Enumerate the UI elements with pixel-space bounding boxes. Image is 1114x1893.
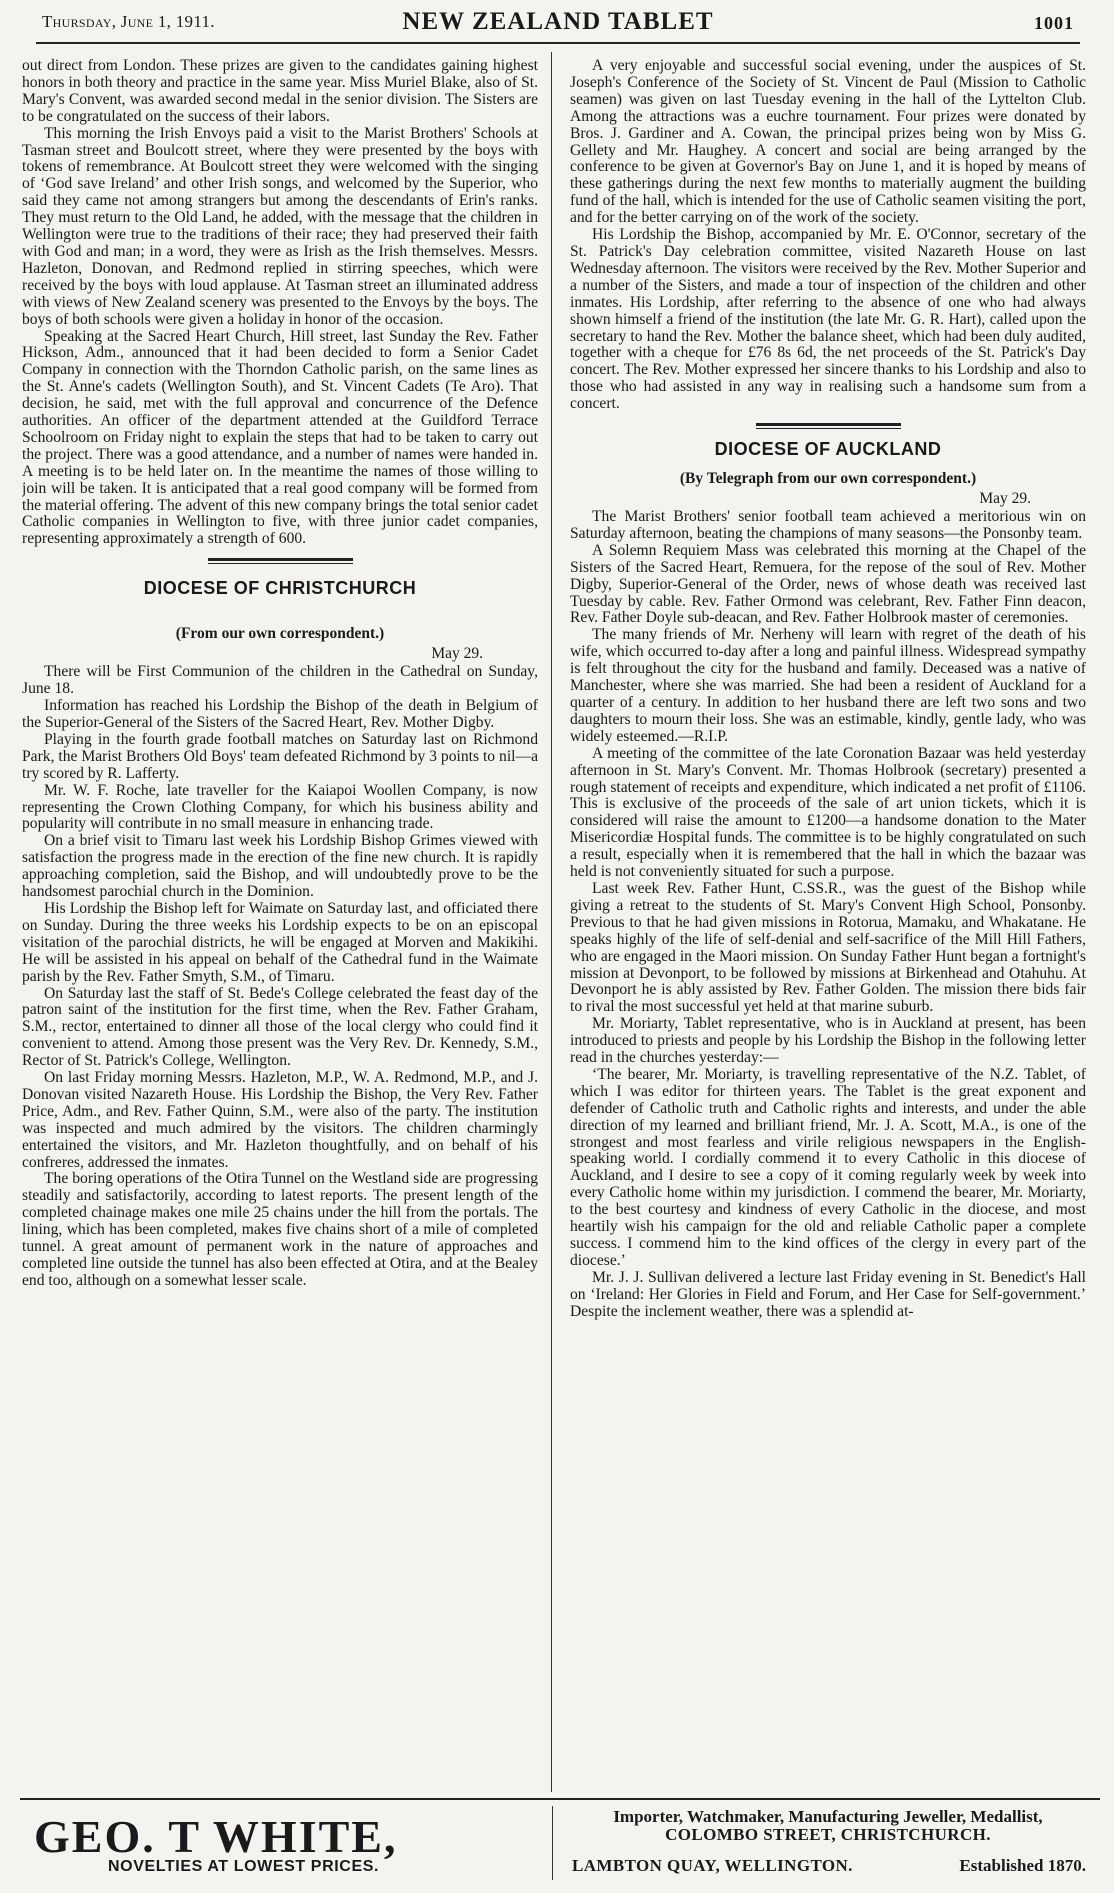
article-paragraph: The boring operations of the Otira Tunnel on the Westland side are progressing steadily and satisfactorily, according to latest reports. The present length of the completed chainage makes one mile 25 chains under the hill from the portals. The lining, which has been completed, makes five chains short of a mile of completed tunnel. A great amount of permanent work in the nature of approaches and completed line outside the tunnel has also been effected at Otira, and at the Bealey end too, although on a somewhat lesser scale. bbox=[22, 1170, 538, 1289]
article-paragraph: A Solemn Requiem Mass was celebrated this morning at the Chapel of the Sisters of the Sacred Heart, Remuera, for the repose of the soul of Rev. Mother Digby, Superior-General of the Order, news of whose death was received last Tuesday by cable. Rev. Father Ormond was celebrant, Rev. Father Finn deacon, Rev. Father Doyle sub-deacan, and Rev. Father Holbrook master of ceremonies. bbox=[570, 541, 1086, 627]
issue-date: Thursday, June 1, 1911. bbox=[42, 12, 215, 31]
article-paragraph: Playing in the fourth grade football matches on Saturday last on Richmond Park, the Marist Brothers Old Boys' team defeated Richmond by 3 points to nil—a try scored by R. Lafferty. bbox=[22, 730, 538, 782]
article-paragraph: Mr. J. J. Sullivan delivered a lecture last Friday evening in St. Benedict's Hall on ‘Ireland: Her Glories in Field and Forum, and Her Case for Self-government.’ Despite the inclement weather, there was a splendid at- bbox=[570, 1268, 1086, 1320]
section-title-auckland: DIOCESE OF AUCKLAND bbox=[714, 439, 942, 460]
ad-business-name: GEO. T WHITE, bbox=[34, 1811, 398, 1862]
section-byline: (From our own correspondent.) bbox=[175, 625, 385, 643]
page-number: 1001 bbox=[1034, 13, 1074, 33]
ad-address-christchurch: COLOMBO STREET, CHRISTCHURCH. bbox=[665, 1825, 991, 1844]
article-paragraph: Last week Rev. Father Hunt, C.SS.R., was the guest of the Bishop while giving a retreat to the students of St. Mary's Convent High School, Ponsonby. Previous to that he had given missions in Rotorua, Mamaku, and Whakatane. He speaks highly of the life of self-denial and self-sacrifice of the Mill Hill Fathers, who are engaged in the Maori mission. On Sunday Father Hunt began a fortnight's mission at Devonport, to be followed by missions at Birkenhead and Otahuhu. At Devonport he is ably assisted by Rev. Father Golden. The mission there bids fair to rival the most successful yet held at that marine suburb. bbox=[570, 879, 1086, 1016]
ad-trade-description: Importer, Watchmaker, Manufacturing Jeweller, Medallist, bbox=[613, 1807, 1043, 1826]
section-dateline: May 29. bbox=[431, 645, 483, 663]
article-paragraph: Speaking at the Sacred Heart Church, Hill street, last Sunday the Rev. Father Hickson, Adm., announced that it had been decided to form a Senior Cadet Company in connection with the Thorndon Catholic parish, on the same lines as the St. Anne's cadets (Wellington South), and St. Vincent Cadets (Te Aro). That decision, he said, met with the full approval and concurrence of the Defence authorities. An officer of the department attended at the Guildford Terrace Schoolroom on Friday night to explain the steps that had to be taken to carry out the project. There was a good attendance, and a number of names were handed in. A meeting is to be held later on. In the meantime the names of those willing to join will be taken. It is anticipated that a real good company will be formed from the material offering. The advent of this new company brings the total senior cadet Catholic companies in Wellington to five, with three junior cadet companies, representing approximately a strength of 600. bbox=[22, 327, 538, 548]
article-paragraph: Information has reached his Lordship the Bishop of the death in Belgium of the Superior-General of the Sisters of the Sacred Heart, Rev. Mother Digby. bbox=[22, 697, 538, 731]
article-paragraph: His Lordship the Bishop, accompanied by Mr. E. O'Connor, secretary of the St. Patrick's Day celebration committee, visited Nazareth House on last Wednesday afternoon. The visitors were received by the Rev. Mother Superior and a number of the Sisters, and made a tour of inspection of the children and other inmates. His Lordship, after referring to the absence of one who had always shown himself a friend of the institution (the late Mr. G. R. Hart), called upon the secretary to hand the Rev. Mother the balance sheet, which had been duly audited, together with a cheque for £76 8s 6d, the net proceeds of the St. Patrick's Day concert. The Rev. Mother expressed her sincere thanks to his Lordship and also to those who had assisted in any way in realising such a handsome sum from a concert. bbox=[570, 226, 1086, 413]
article-paragraph: The Marist Brothers' senior football team achieved a meritorious win on Saturday afternoon, beating the champions of many seasons—the Ponsonby team. bbox=[570, 508, 1086, 542]
article-paragraph: On last Friday morning Messrs. Hazleton, M.P., W. A. Redmond, M.P., and J. Donovan visited Nazareth House. His Lordship the Bishop, the Very Rev. Father Price, Adm., and Rev. Father Quinn, S.M., were also of the party. The institution was inspected and much admired by the visitors. The children charmingly entertained the visitors, and Mr. Hazleton thoughtfully, and on behalf of his confreres, addressed the inmates. bbox=[22, 1069, 538, 1171]
article-paragraph: There will be First Communion of the children in the Cathedral on Sunday, June 18. bbox=[22, 663, 538, 698]
article-paragraph: His Lordship the Bishop left for Waimate on Saturday last, and officiated there on Sunday. During the three weeks his Lordship expects to be on an episcopal visitation of the parochial districts, he will be engaged at Morven and Makikihi. He will be assisted in his appeal on behalf of the Cathedral fund in the Waimate parish by the Rev. Father Smyth, S.M., of Timaru. bbox=[22, 899, 538, 985]
section-rule bbox=[208, 558, 353, 561]
ad-divider bbox=[552, 1806, 553, 1880]
article-paragraph: On a brief visit to Timaru last week his Lordship Bishop Grimes viewed with satisfaction the progress made in the erection of the fine new church. It is rapidly approaching completion, said the Bishop, and will undoubtedly prove to be the handsomest parochial church in the Dominion. bbox=[22, 832, 538, 901]
article-paragraph: A very enjoyable and successful social evening, under the auspices of St. Joseph's Conference of the Society of St. Vincent de Paul (Mission to Catholic seamen) was given on last Tuesday evening in the hall of the Lyttelton Club. Among the attractions was a euchre tournament. Four prizes were donated by Bros. J. Gardiner and A. Cowan, the principal prizes being won by Miss G. Gellety and Mr. Haughey. A concert and social are being arranged by the conference to be given at Governor's Bay on June 1, and it is hoped by means of these gatherings during the next few months to materially augment the building fund of the hall, which is intended for the use of Catholic seamen visiting the port, and for the better carrying on of the work of the society. bbox=[570, 58, 1086, 227]
page-header bbox=[36, 8, 1080, 44]
quoted-letter: ‘The bearer, Mr. Moriarty, is travelling representative of the N.Z. Tablet, of which I was editor for thirteen years. The Tablet is the great exponent and defender of Catholic truth and Catholic rights and interests, and under the able direction of my learned and brilliant friend, Mr. J. A. Scott, M.A., is one of the strongest and most fearless and virile religious newspapers in the English-speaking world. I cordially commend it to every Catholic in this diocese of Auckland, and I desire to see a copy of it coming regularly week by week into every Catholic home within my jurisdiction. I commend the bearer, Mr. Moriarty, to the best courtesy and kindness of every Catholic in the diocese, and most heartily wish his campaign for the old and reliable Catholic paper a complete success. I commend him to the kind offices of the clergy in every part of the diocese.’ bbox=[570, 1065, 1086, 1269]
article-paragraph: This morning the Irish Envoys paid a visit to the Marist Brothers' Schools at Tasman street and Boulcott street, where they were presented by the boys with tokens of remembrance. At Boulcott street they were welcomed with the singing of ‘God save Ireland’ and other Irish songs, and welcomed by the Superior, who said they came not among strangers but among the descendants of Erin's ranks. They must return to the Old Land, he added, with the message that the children in Wellington were true to the traditions of their race; they had preserved their faith with God and man; in a word, they were as Irish as the Irish themselves. Messrs. Hazleton, Donovan, and Redmond replied in stirring speeches, which were received by the boys with loud applause. At Tasman street an illuminated address with views of New Zealand scenery was presented to the Envoys by the boys. The boys of both schools were given a holiday in honor of the occasion. bbox=[22, 124, 538, 328]
advertisement-footer bbox=[20, 1798, 1100, 1885]
article-paragraph: A meeting of the committee of the late Coronation Bazaar was held yesterday afternoon in St. Mary's Convent. Mr. Thomas Holbrook (secretary) presented a rough statement of receipts and expenditure, which indicated a net profit of £1106. This is exclusive of the proceeds of the sale of art union tickets, which it is considered will raise the amount to £1200—a handsome donation to the Mater Misericordiæ Hospital funds. The committee is to be highly congratulated on such a result, especially when it is remembered that the hall in which the bazaar was held is not conveniently situated for such a purpose. bbox=[570, 744, 1086, 881]
article-paragraph: Mr. Moriarty, Tablet representative, who is in Auckland at present, has been introduced to priests and people by his Lordship the Bishop in the following letter read in the churches yesterday:— bbox=[570, 1015, 1086, 1067]
section-title-christchurch: DIOCESE OF CHRISTCHURCH bbox=[143, 578, 417, 599]
ad-tagline: NOVELTIES AT LOWEST PRICES. bbox=[108, 1858, 380, 1875]
column-divider bbox=[551, 52, 552, 1792]
article-paragraph: Mr. W. F. Roche, late traveller for the Kaiapoi Woollen Company, is now representing the Crown Clothing Company, for which his business ability and popularity will contribute in no small measure in enhancing trade. bbox=[22, 781, 538, 833]
section-dateline: May 29. bbox=[979, 490, 1031, 508]
article-paragraph: On Saturday last the staff of St. Bede's College celebrated the feast day of the patron saint of the institution for the first time, when the Rev. Father Graham, S.M., rector, entertained to dinner all those of the local clergy who could find it convenient to attend. Among those present was the Very Rev. Dr. Kennedy, S.M., Rector of St. Patrick's College, Wellington. bbox=[22, 984, 538, 1070]
ad-address-wellington: LAMBTON QUAY, WELLINGTON. bbox=[572, 1856, 853, 1875]
left-column bbox=[22, 58, 538, 1788]
ad-established: Established 1870. bbox=[959, 1856, 1086, 1875]
masthead-title: NEW ZEALAND TABLET bbox=[402, 8, 714, 35]
section-rule-thin bbox=[756, 428, 901, 429]
section-rule bbox=[756, 423, 901, 426]
section-byline: (By Telegraph from our own correspondent.) bbox=[679, 470, 977, 488]
section-rule-thin bbox=[208, 563, 353, 564]
right-column bbox=[570, 58, 1086, 1788]
article-paragraph: The many friends of Mr. Nerheny will learn with regret of the death of his wife, which occurred to-day after a long and painful illness. Widespread sympathy is felt throughout the city for the husband and family. Deceased was a native of Manchester, where she was married. She had been a resident of Auckland for a quarter of a century. In addition to her husband there are left two sons and two daughters to mourn their loss. She was an estimable, kindly, gentle lady, who was widely esteemed.—R.I.P. bbox=[570, 626, 1086, 745]
article-paragraph: out direct from London. These prizes are given to the candidates gaining highest honors in both theory and practice in the same year. Miss Muriel Blake, also of St. Mary's Convent, was awarded second medal in the senior division. The Sisters are to be congratulated on the success of their labors. bbox=[22, 58, 538, 125]
